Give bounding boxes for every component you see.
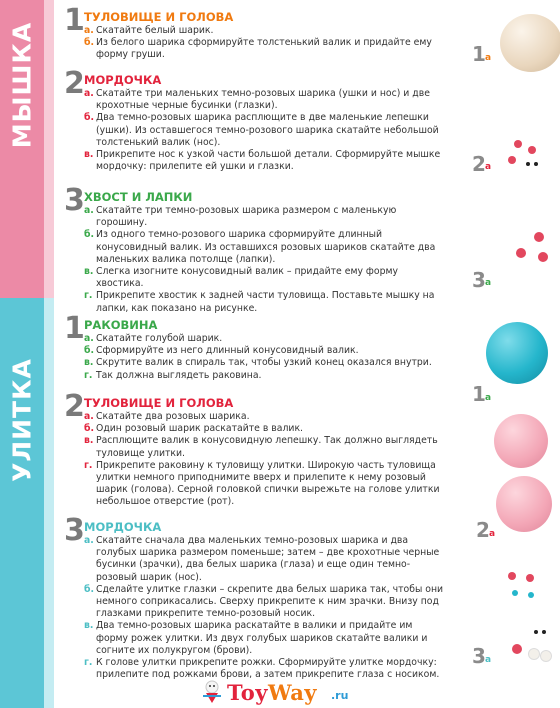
blue-clay-ball [528, 592, 534, 598]
mascot-icon [199, 678, 225, 704]
white-clay-ball [500, 14, 560, 72]
dark-pink-clay-ball [538, 252, 548, 262]
list-item: а. Скатайте голубой шарик. [84, 333, 223, 344]
photo-step-letter: а [485, 162, 492, 172]
snail-section-label: УЛИТКА [7, 358, 37, 482]
photo-snail-step-2 [472, 410, 560, 550]
step-title: ХВОСТ И ЛАПКИ [84, 190, 193, 204]
snail-step-1 [64, 311, 444, 382]
white-clay-ball [540, 650, 552, 662]
snail-step-2 [64, 389, 444, 509]
photo-step-letter: а [485, 655, 492, 665]
list-item: а. Скатайте белый шарик. [84, 25, 214, 36]
list-item: б. Сделайте улитке глазки – скрепите два белых шарика так, чтобы они немного соприкасались. Сверху прикрепите к ним зрачки. Внизу под глазками прикрепите темно-розовый носик. [84, 583, 444, 620]
mouse-step-2 [64, 66, 444, 173]
list-item: б. Один розовый шарик раскатайте в валик. [84, 423, 304, 435]
dark-pink-clay-ball [526, 574, 534, 582]
dark-pink-clay-ball [514, 140, 522, 148]
list-item: б. Сформируйте из него длинный конусовидный валик. [84, 345, 359, 357]
step-title: МОРДОЧКА [84, 73, 162, 87]
photo-step-number: 1 [472, 42, 486, 66]
photo-step-letter: а [485, 53, 492, 63]
mouse-sidebar-strip [44, 0, 54, 298]
snail-sidebar-strip [44, 298, 54, 708]
step-number: 2 [64, 66, 85, 101]
photo-snail-step-1 [472, 318, 560, 408]
step-items [84, 88, 444, 173]
list-item: а. Скатайте три маленьких темно-розовых шарика (ушки и нос) и две крохотные черные бусинки (глазки). [84, 88, 430, 112]
list-item: г. Прикрепите хвостик к задней части туловища. Поставьте мышку на лапки, как показано на рисунке. [84, 290, 435, 314]
list-item: в. Слегка изогните конусовидный валик – придайте ему форму хвостика. [84, 266, 398, 290]
photo-step-letter: а [485, 278, 492, 288]
white-clay-ball [528, 648, 540, 660]
photo-step-letter: а [485, 393, 492, 403]
toyway-logo [195, 676, 375, 706]
mouse-step-1 [64, 3, 444, 62]
blue-clay-ball [512, 590, 518, 596]
dark-pink-clay-ball [534, 232, 544, 242]
black-bead [534, 162, 538, 166]
step-items [84, 25, 444, 62]
list-item: г. Так должна выглядеть раковина. [84, 369, 262, 381]
photo-step-letter: а [489, 529, 496, 539]
photo-mouse-step-1 [472, 8, 560, 88]
list-item: г. К голове улитки прикрепите рожки. Сформируйте улитке мордочку: прилепите под рожками брови, а затем прикрепите глаза с носиком. [84, 657, 440, 681]
step-title: МОРДОЧКА [84, 520, 162, 534]
photo-step-number: 3 [472, 268, 486, 292]
list-item: г. Прикрепите раковину к туловищу улитки. Широкую часть туловища улитки немного приподнимите вверх и прилепите к нему розовый шарик (голова). Серной головкой спички вырежьте на голове улитки небольшое отверстие (рот). [84, 459, 440, 508]
list-item: в. Два темно-розовых шарика раскатайте в валики и придайте им форму рожек улитки. Из двух голубых шариков скатайте валики и согните их полукругом (брови). [84, 620, 428, 656]
photo-step-number: 3 [472, 644, 486, 668]
dark-pink-clay-ball [512, 644, 522, 654]
step-title: ТУЛОВИЩЕ И ГОЛОВА [84, 396, 234, 410]
pink-clay-ball [496, 476, 552, 532]
blue-clay-ball [486, 322, 548, 384]
photo-step-number: 2 [472, 152, 486, 176]
list-item: в. Прикрепите нос к узкой части большой детали. Сформируйте мышке мордочку: прилепите ей ушки и глазки. [84, 149, 441, 173]
dark-pink-clay-ball [516, 248, 526, 258]
step-number: 2 [64, 389, 85, 424]
step-number: 1 [64, 311, 85, 346]
step-title: РАКОВИНА [84, 318, 158, 332]
black-bead [542, 630, 546, 634]
dark-pink-clay-ball [508, 156, 516, 164]
list-item: в. Расплющите валик в конусовидную лепешку. Так должно выглядеть туловище улитки. [84, 435, 438, 459]
snail-step-3 [64, 513, 444, 681]
list-item: в. Скрутите валик в спираль так, чтобы узкий конец оказался внутри. [84, 357, 432, 369]
list-item: б. Из одного темно-розового шарика сформируйте длинный конусовидный валик. Из оставшихся розовых шариков скатайте два маленьких валика потолще (лапки). [84, 229, 436, 265]
step-title: ТУЛОВИЩЕ И ГОЛОВА [84, 10, 234, 24]
step-items [84, 333, 444, 382]
step-items [84, 411, 444, 509]
logo-suffix: .ru [331, 689, 349, 702]
step-number: 1 [64, 3, 85, 38]
step-items [84, 535, 444, 681]
dark-pink-clay-ball [508, 572, 516, 580]
photo-step-number: 1 [472, 382, 486, 406]
step-number: 3 [64, 183, 85, 218]
photo-mouse-step-3 [472, 228, 560, 298]
photo-snail-step-3 [472, 568, 560, 678]
black-bead [534, 630, 538, 634]
mouse-step-3 [64, 183, 444, 315]
logo-text: ToyWay [227, 680, 318, 705]
photo-step-number: 2 [476, 518, 490, 542]
black-bead [526, 162, 530, 166]
step-items [84, 205, 444, 315]
photo-mouse-step-2 [472, 130, 560, 200]
dark-pink-clay-ball [528, 146, 536, 154]
step-number: 3 [64, 513, 85, 548]
list-item: а. Скатайте два розовых шарика. [84, 411, 250, 422]
list-item: а. Скатайте три темно-розовых шарика размером с маленькую горошину. [84, 205, 397, 229]
list-item: б. Из белого шарика сформируйте толстенький валик и придайте ему форму груши. [84, 37, 432, 61]
list-item: б. Два темно-розовых шарика расплющите в две маленькие лепешки (ушки). Из оставшегося темно-розового шарика скатайте небольшой толстенький валик (нос). [84, 112, 439, 148]
mouse-section-label: МЫШКА [7, 21, 37, 149]
list-item: а. Скатайте сначала два маленьких темно-розовых шарика и два голубых шарика размером поменьше; затем – две крохотные черные бусинки (зрачки), два белых шарика (глаза) и еще один темно-розовый шарик (нос). [84, 535, 440, 583]
pink-clay-ball [494, 414, 548, 468]
